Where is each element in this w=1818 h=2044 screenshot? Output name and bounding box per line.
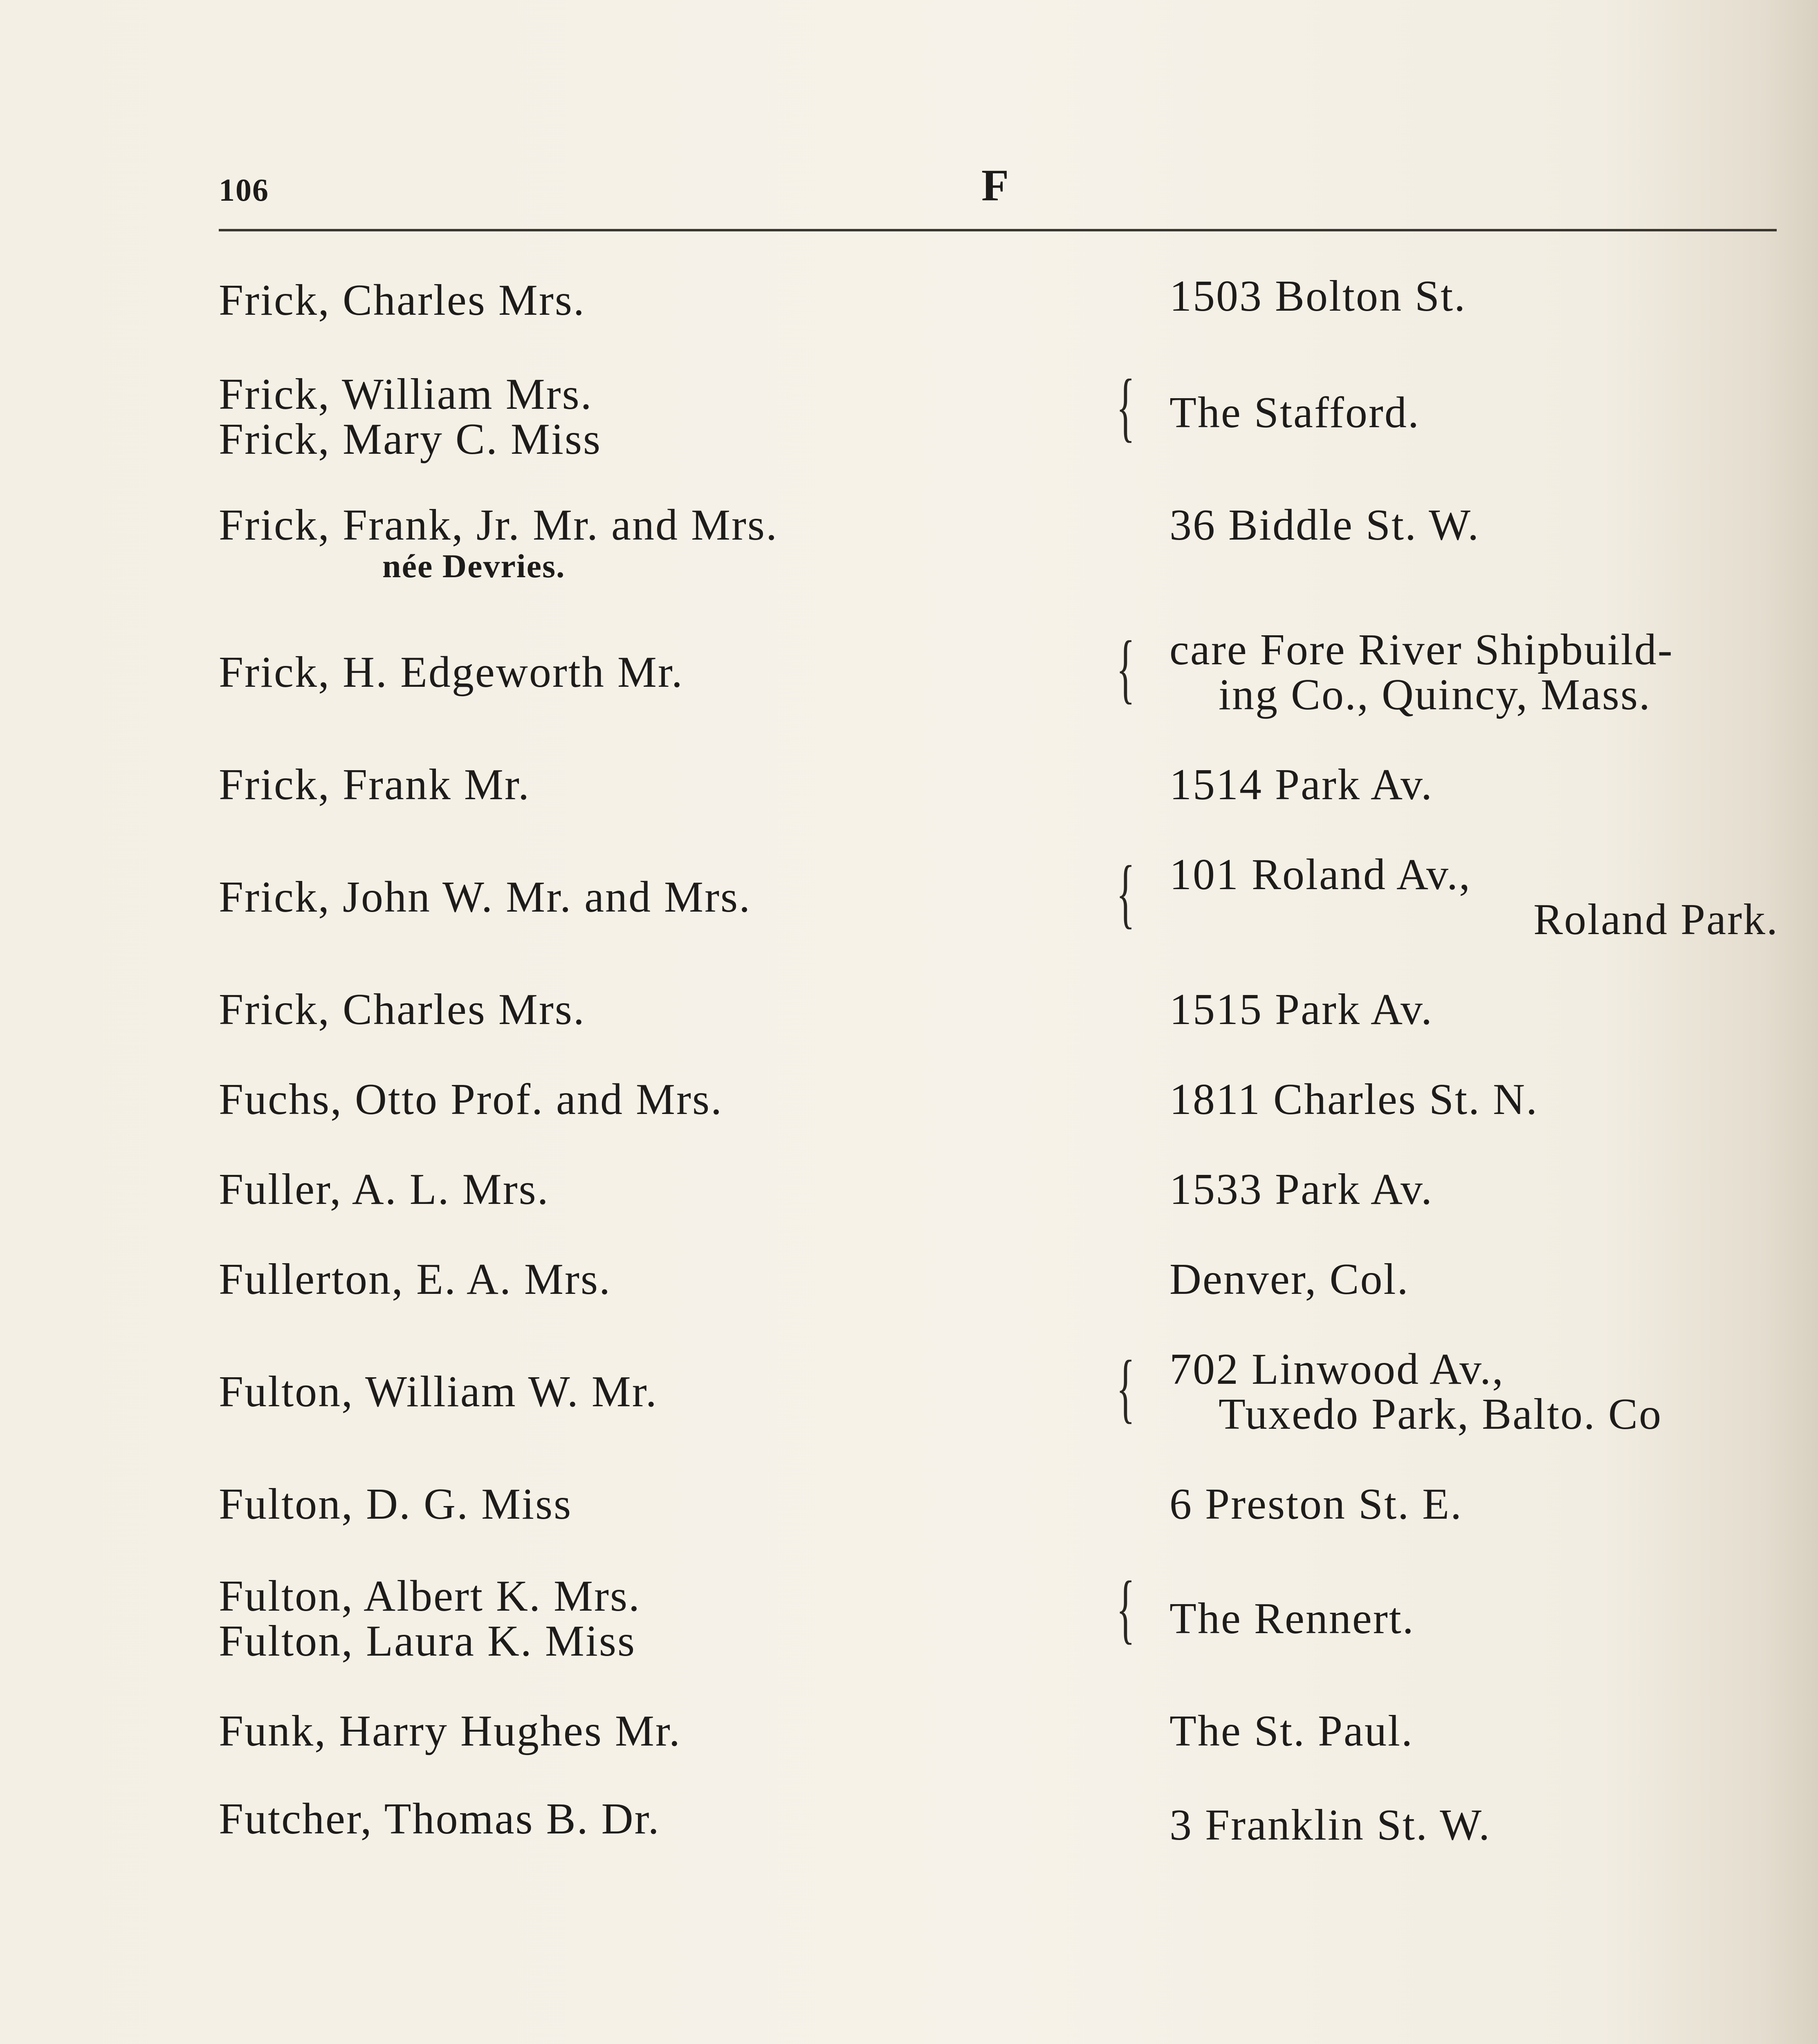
entry-names [219,503,1077,585]
entry-name: Frick, Charles Mrs. [219,985,586,1034]
entry-address [1169,274,1779,319]
address-line: 1514 Park Av. [1169,760,1433,809]
entry-address [1169,1596,1779,1641]
entry-names [219,1709,1077,1754]
entry-address [1169,1709,1779,1754]
address-line: The St. Paul. [1169,1707,1414,1755]
entry-names [219,1482,1077,1527]
entry-address [1169,390,1779,435]
address-line: 101 Roland Av., [1169,850,1471,899]
entry-names [219,1369,1077,1414]
entry-address [1169,625,1779,719]
address-line: Roland Park. [1533,895,1779,944]
address-line: 36 Biddle St. W. [1169,501,1480,549]
entry-address [1169,762,1779,807]
entry-name: Frick, John W. Mr. and Mrs. [219,873,752,921]
address-line: 702 Linwood Av., [1169,1345,1504,1394]
entry-names [219,650,1077,695]
entry-note: née Devries. [382,547,566,585]
entry-names [219,372,1077,462]
address-line: ing Co., Quincy, Mass. [1219,670,1651,719]
entry-name: Frick, Charles Mrs. [219,276,586,325]
entry-address [1169,987,1779,1032]
entry-name: Fulton, D. G. Miss [219,1480,572,1529]
address-line: The Rennert. [1169,1594,1415,1643]
entry-names [219,762,1077,807]
entry-names [219,1574,1077,1664]
entry-names [219,875,1077,920]
entry-name: Funk, Harry Hughes Mr. [219,1707,681,1755]
page-number: 106 [219,172,269,208]
entry-name: Frick, Mary C. Miss [219,415,602,464]
entry-names [219,1797,1077,1842]
entry-names [219,987,1077,1032]
address-line: care Fore River Shipbuild- [1169,625,1674,674]
entry-name: Fuchs, Otto Prof. and Mrs. [219,1075,723,1124]
grouping-brace: { [1116,1345,1135,1431]
entry-address [1169,1077,1779,1122]
address-line: 1533 Park Av. [1169,1165,1433,1214]
address-line: Denver, Col. [1169,1255,1410,1304]
entry-name: Fuller, A. L. Mrs. [219,1165,550,1214]
entry-name: Fulton, Laura K. Miss [219,1617,636,1665]
entry-address [1169,1803,1779,1848]
entry-address [1169,503,1779,548]
address-line: Tuxedo Park, Balto. Co [1219,1390,1663,1439]
section-letter: F [981,160,1009,210]
entry-name: Fullerton, E. A. Mrs. [219,1255,612,1304]
entry-address [1169,1482,1779,1527]
address-line: 1503 Bolton St. [1169,272,1467,320]
entry-names [219,1257,1077,1302]
grouping-brace: { [1116,625,1135,711]
grouping-brace: { [1116,1566,1135,1652]
address-line: 1811 Charles St. N. [1169,1075,1538,1124]
address-line: 6 Preston St. E. [1169,1480,1463,1529]
entry-names [219,1077,1077,1122]
grouping-brace: { [1116,850,1135,936]
entry-name: Frick, Frank Mr. [219,760,530,809]
entry-names [219,1167,1077,1212]
entry-address [1169,1347,1779,1437]
address-line: 1515 Park Av. [1169,985,1433,1034]
entry-name: Frick, William Mrs. [219,370,593,419]
entry-name: Frick, H. Edgeworth Mr. [219,648,684,697]
entry-address [1169,852,1779,942]
entry-name: Fulton, Albert K. Mrs. [219,1572,641,1620]
entry-address [1169,1167,1779,1212]
entry-name: Futcher, Thomas B. Dr. [219,1795,660,1843]
address-line: The Stafford. [1169,388,1420,437]
entry-names [219,278,1077,323]
address-line: 3 Franklin St. W. [1169,1801,1491,1849]
entry-name: Fulton, William W. Mr. [219,1367,658,1416]
entry-name: Frick, Frank, Jr. Mr. and Mrs. [219,501,778,549]
entry-address [1169,1257,1779,1302]
grouping-brace: { [1116,364,1135,450]
